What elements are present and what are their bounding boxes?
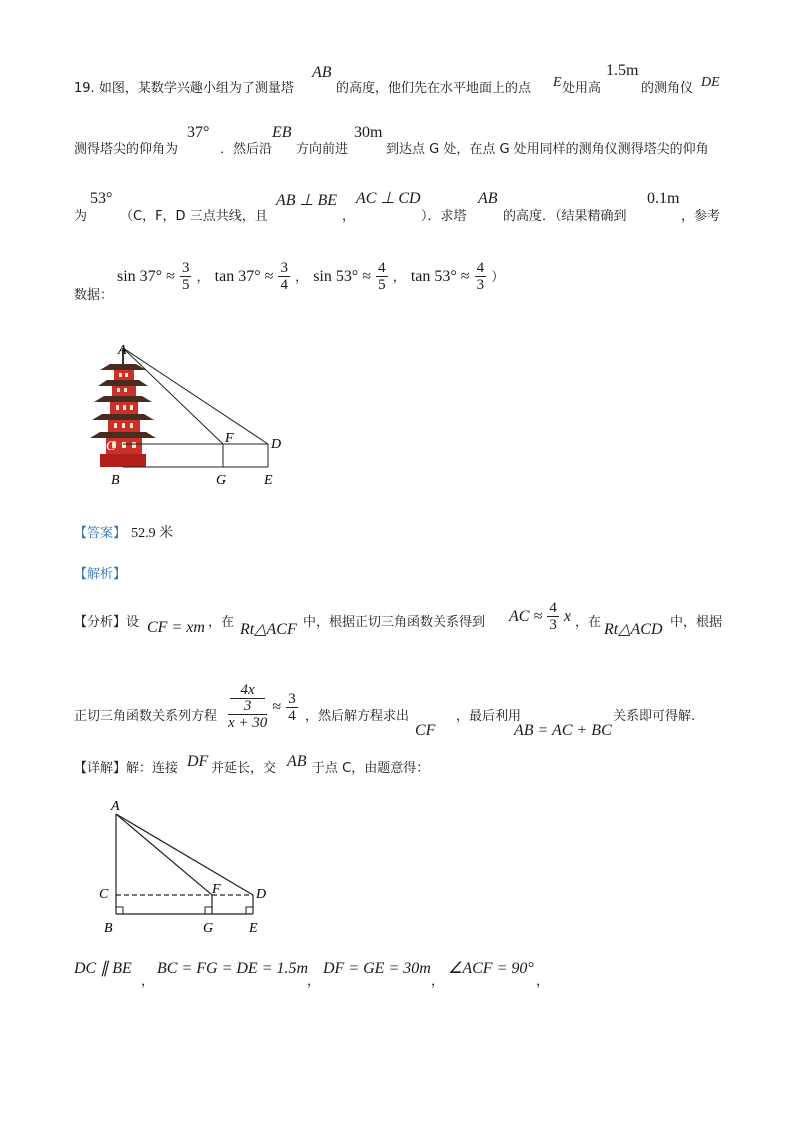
analysis-text: ，在 bbox=[208, 615, 235, 630]
math-rt-acf: Rt△ACF bbox=[240, 621, 297, 638]
problem-text: 为 bbox=[74, 209, 88, 224]
problem-line-1 bbox=[74, 77, 294, 96]
separator: ， bbox=[141, 974, 155, 989]
problem-text: 的测角仪 bbox=[641, 81, 694, 96]
fraction: $\frac{3}{4}$ bbox=[280, 260, 288, 293]
answer-line bbox=[74, 522, 173, 542]
label-F: F bbox=[225, 431, 234, 446]
analysis-text: 中，根据 bbox=[670, 615, 723, 630]
problem-text: ，参考 bbox=[681, 209, 721, 224]
analysis-text: ，最后利用 bbox=[456, 709, 522, 724]
problem-text: 方向前进 bbox=[296, 142, 349, 157]
math-rt-acd: Rt△ACD bbox=[604, 621, 663, 638]
figure-pagoda bbox=[78, 338, 298, 490]
math-angle-53: 53° bbox=[90, 190, 113, 207]
analysis-text: ，然后解方程求出 bbox=[305, 709, 410, 724]
analysis-tag: 【解析】 bbox=[74, 567, 127, 582]
ref-sin53: sin 53° ≈ bbox=[313, 268, 372, 285]
math-cf: CF = xm bbox=[147, 619, 205, 636]
problem-text: ．然后沿 bbox=[220, 142, 273, 157]
label-F: F bbox=[212, 882, 221, 897]
label-G: G bbox=[216, 473, 227, 488]
ref-tan37: tan 37° ≈ bbox=[214, 268, 274, 285]
math-equation: 4x 3 x + 30 ≈ $\frac{3}{4}$ bbox=[228, 682, 296, 731]
figure-geometry bbox=[96, 796, 276, 938]
problem-text: 的高度．（结果精确到 bbox=[503, 209, 627, 224]
detail-text: 并延长，交 bbox=[211, 761, 277, 776]
ref-sin37: sin 37° ≈ bbox=[117, 268, 175, 285]
fraction: $\frac{3}{5}$ bbox=[181, 260, 190, 293]
math-e: E bbox=[553, 75, 562, 90]
analysis-text: 【分析】设 bbox=[74, 615, 140, 630]
math-sum: AB = AC + BC bbox=[514, 722, 612, 739]
label-A: A bbox=[118, 343, 127, 358]
problem-text: ， bbox=[342, 209, 356, 224]
problem-text: （C，F，D 三点共线，且 bbox=[120, 209, 268, 224]
answer-tag: 【答案】 bbox=[74, 526, 127, 541]
fraction: $\frac{4}{3}$ bbox=[476, 260, 485, 293]
math-distance: 30m bbox=[354, 124, 383, 141]
separator: ， bbox=[536, 974, 550, 989]
math-perp-2: AC ⊥ CD bbox=[356, 190, 421, 207]
math-ab: AB bbox=[287, 753, 307, 770]
math-de: DE bbox=[701, 75, 720, 90]
problem-text: 的高度，他们先在水平地面上的点 bbox=[336, 81, 532, 96]
label-E: E bbox=[249, 921, 258, 936]
problem-text: ）．求塔 bbox=[421, 209, 467, 224]
analysis-text: 中，根据正切三角函数关系得到 bbox=[303, 615, 486, 630]
math-precision: 0.1m bbox=[647, 190, 680, 207]
math-ab: AB bbox=[478, 190, 498, 207]
label-A: A bbox=[111, 799, 120, 814]
math-cf: CF bbox=[415, 722, 436, 739]
label-G: G bbox=[203, 921, 214, 936]
math-parallel: DC ∥ BE bbox=[74, 960, 132, 977]
math-right-angle: ∠ACF = 90° bbox=[448, 960, 534, 977]
problem-text: 数据： bbox=[74, 288, 114, 303]
problem-text: 如图，某数学兴趣小组为了测量塔 bbox=[98, 81, 294, 96]
label-D: D bbox=[271, 437, 282, 452]
math-df: DF bbox=[187, 753, 209, 770]
detail-text: 于点 C，由题意得： bbox=[312, 761, 430, 776]
math-eb: EB bbox=[272, 124, 292, 141]
math-height: 1.5m bbox=[606, 62, 639, 79]
math-ab: AB bbox=[312, 64, 332, 81]
pagoda-illustration bbox=[90, 348, 156, 467]
math-ac: AC ≈ $\frac{4}{3}$ x bbox=[509, 600, 572, 633]
math-equal-heights: BC = FG = DE = 1.5m bbox=[157, 960, 309, 977]
math-perp-1: AB ⊥ BE bbox=[276, 192, 338, 209]
math-equal-distances: DF = GE = 30m bbox=[323, 960, 431, 977]
problem-text: 测得塔尖的仰角为 bbox=[74, 142, 179, 157]
ref-tan53: tan 53° ≈ bbox=[410, 268, 470, 285]
analysis-text: 关系即可得解. bbox=[613, 709, 696, 724]
label-E: E bbox=[264, 473, 273, 488]
label-D: D bbox=[256, 887, 267, 902]
analysis-text: ，在 bbox=[575, 615, 602, 630]
detail-text: 【详解】解：连接 bbox=[74, 761, 179, 776]
math-angle-37: 37° bbox=[187, 124, 210, 141]
analysis-text: 正切三角函数关系列方程 bbox=[74, 709, 218, 724]
problem-text: 处用高 bbox=[562, 81, 602, 96]
separator: ， bbox=[431, 974, 445, 989]
label-B: B bbox=[111, 473, 120, 488]
label-C: C bbox=[106, 439, 116, 454]
label-B: B bbox=[104, 921, 113, 936]
reference-data: sin 37° ≈ $\frac{3}{5}$ ， tan 37° ≈ $\frac{3}{4}$ ， sin 53° ≈ $\frac{4}{5}$ ， tan 53° ≈ $\frac{4}{3}$ ） bbox=[117, 260, 505, 293]
problem-number: 19. bbox=[74, 81, 95, 96]
problem-text: 到达点 G 处，在点 G 处用同样的测角仪测得塔尖的仰角 bbox=[386, 142, 709, 157]
separator: ， bbox=[307, 974, 321, 989]
answer-value: 52.9 米 bbox=[131, 526, 174, 541]
label-C: C bbox=[99, 887, 109, 902]
fraction: $\frac{4}{5}$ bbox=[378, 260, 386, 293]
